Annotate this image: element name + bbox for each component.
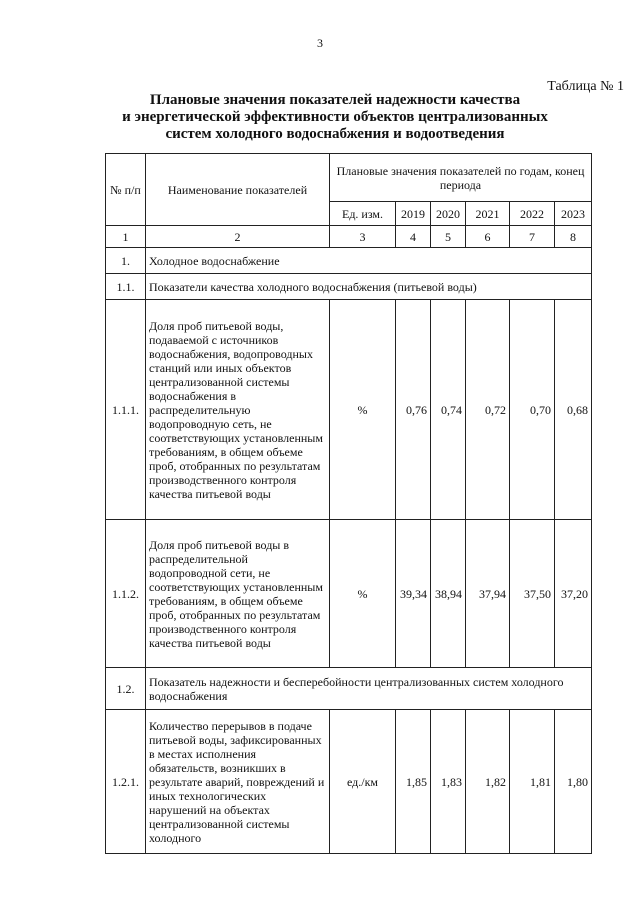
value-cell: 1,80 <box>555 710 592 854</box>
indicator-name: Количество перерывов в подаче питьевой воды, зафиксированных в местах исполнения обязательств, возникших в результате аварий, повреждений и иных технологических нарушений на объектах централизованной системы холодного <box>146 710 330 854</box>
column-number: 7 <box>510 226 555 248</box>
table-row <box>106 248 592 274</box>
header-name: Наименование показателей <box>146 154 330 226</box>
row-num: 1.1.1. <box>106 300 146 520</box>
unit-cell: % <box>330 520 396 668</box>
value-cell: 37,94 <box>466 520 510 668</box>
column-number: 5 <box>431 226 466 248</box>
header-planned: Плановые значения показателей по годам, конец периода <box>330 154 592 202</box>
row-num: 1.2. <box>106 668 146 710</box>
unit-cell: ед./км <box>330 710 396 854</box>
header-year: 2020 <box>431 202 466 226</box>
column-number: 3 <box>330 226 396 248</box>
unit-cell: % <box>330 300 396 520</box>
document-title <box>100 92 570 143</box>
column-number: 6 <box>466 226 510 248</box>
column-number: 4 <box>396 226 431 248</box>
value-cell: 1,82 <box>466 710 510 854</box>
section-title: Показатели качества холодного водоснабжения (питьевой воды) <box>146 274 592 300</box>
value-cell: 37,20 <box>555 520 592 668</box>
column-number: 2 <box>146 226 330 248</box>
row-num: 1.2.1. <box>106 710 146 854</box>
header-year: 2019 <box>396 202 431 226</box>
title-line: Плановые значения показателей надежности качества <box>149 92 521 108</box>
value-cell: 1,85 <box>396 710 431 854</box>
indicators-table <box>105 153 592 854</box>
header-num: № п/п <box>106 154 146 226</box>
value-cell: 0,68 <box>555 300 592 520</box>
row-num: 1.1. <box>106 274 146 300</box>
section-title: Показатель надежности и бесперебойности централизованных систем холодного водоснабжения <box>146 668 592 710</box>
column-numbers-row <box>106 226 592 248</box>
value-cell: 0,74 <box>431 300 466 520</box>
value-cell: 1,83 <box>431 710 466 854</box>
section-title: Холодное водоснабжение <box>146 248 592 274</box>
table-row <box>106 668 592 710</box>
row-num: 1.1.2. <box>106 520 146 668</box>
value-cell: 0,70 <box>510 300 555 520</box>
value-cell: 39,34 <box>396 520 431 668</box>
column-number: 8 <box>555 226 592 248</box>
table-row <box>106 300 592 520</box>
indicator-name: Доля проб питьевой воды, подаваемой с источников водоснабжения, водопроводных станций или иных объектов централизованной системы водоснабжения в распределительную водопроводную сеть, не соответствующих установленным требованиям, в общем объеме проб, отобранных по результатам производственного контроля качества питьевой воды <box>146 300 330 520</box>
table-row <box>106 710 592 854</box>
value-cell: 1,81 <box>510 710 555 854</box>
header-year: 2023 <box>555 202 592 226</box>
indicator-name: Доля проб питьевой воды в распределительной водопроводной сети, не соответствующих установленным требованиям, в общем объеме проб, отобранных по результатам производственного контроля качества питьевой воды <box>146 520 330 668</box>
column-number: 1 <box>106 226 146 248</box>
value-cell: 0,72 <box>466 300 510 520</box>
table-row <box>106 520 592 668</box>
header-year: 2022 <box>510 202 555 226</box>
row-num: 1. <box>106 248 146 274</box>
page-number: 3 <box>317 36 323 50</box>
title-line: и энергетической эффективности объектов централизованных <box>122 109 548 125</box>
value-cell: 38,94 <box>431 520 466 668</box>
value-cell: 0,76 <box>396 300 431 520</box>
title-line: систем холодного водоснабжения и водоотведения <box>165 126 505 142</box>
table-label: Таблица № 1 <box>547 79 624 94</box>
value-cell: 37,50 <box>510 520 555 668</box>
header-year: 2021 <box>466 202 510 226</box>
table-row <box>106 274 592 300</box>
header-unit: Ед. изм. <box>330 202 396 226</box>
